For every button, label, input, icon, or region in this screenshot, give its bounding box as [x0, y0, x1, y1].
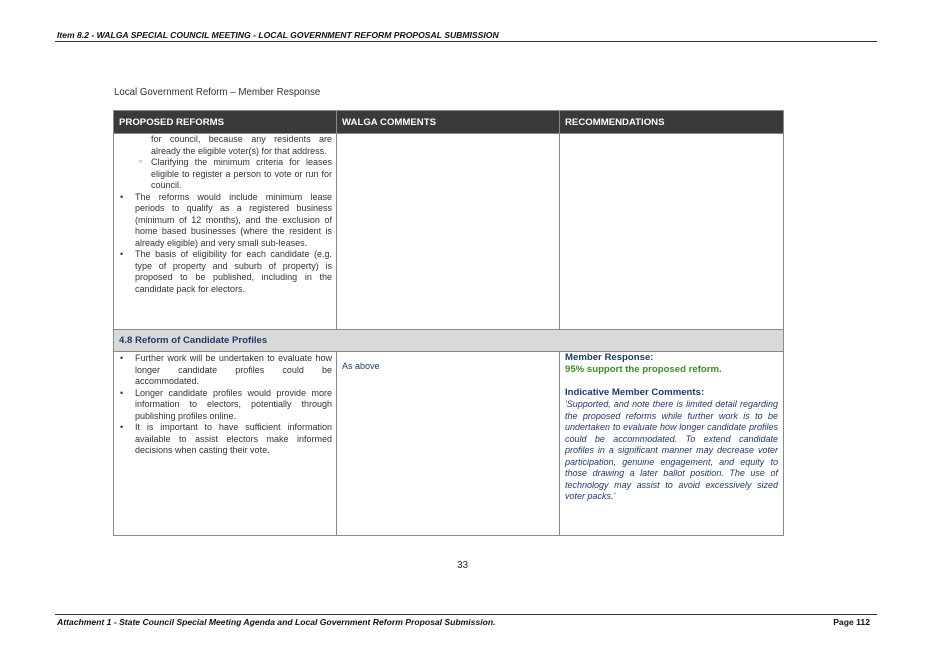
footer-page-number: Page 112	[833, 617, 870, 627]
cell-recommendation	[560, 352, 784, 536]
cell-walga-comment	[337, 352, 560, 536]
member-response-label: Member Response:	[565, 352, 654, 363]
cell-continued-reforms	[114, 134, 337, 330]
table-caption: Local Government Reform – Member Response	[114, 87, 321, 98]
reform-table	[113, 110, 784, 536]
column-header-proposed-reforms: PROPOSED REFORMS	[114, 111, 337, 134]
header-rule	[55, 41, 877, 42]
comments-label: Indicative Member Comments:	[565, 387, 705, 398]
list-item: • The basis of eligibility for each candidate (e.g. type of property and suburb of property) is proposed to be published, including in the candidate pack for electors.	[114, 249, 336, 295]
continued-reform-list	[114, 134, 336, 295]
section-row	[114, 330, 784, 352]
list-item: ○ Clarifying the minimum criteria for leases eligible to register a person to vote or run for council.	[114, 157, 336, 192]
list-item: • Longer candidate profiles would provide more information to electors, potentially through publishing profiles online.	[114, 388, 336, 423]
section-title: 4.8 Reform of Candidate Profiles	[114, 330, 784, 352]
member-comments: 'Supported, and note there is limited detail regarding the proposed reforms while further work is to be undertaken to evaluate how longer candidate profiles could be accommodated. To extend candidate profiles in a significant manner may decrease voter participation, genuine engagement, and equity to those drawing a later ballot position. The use of technology may assist to avoid excessively sized voter packs.'	[565, 399, 778, 501]
footer-rule	[55, 614, 877, 615]
table-row-continued	[114, 134, 784, 330]
cell-reforms-4-8	[114, 352, 337, 536]
cell-empty-comments	[337, 134, 560, 330]
table-row-candidate-profiles	[114, 352, 784, 536]
walga-comment: As above	[342, 361, 380, 371]
column-header-recommendations: RECOMMENDATIONS	[560, 111, 784, 134]
column-header-walga-comments: WALGA COMMENTS	[337, 111, 560, 134]
support-percentage: 95% support the proposed reform.	[565, 364, 722, 375]
list-item: for council, because any residents are already the eligible voter(s) for that address.	[151, 134, 332, 156]
reform-list	[114, 352, 336, 457]
list-item: • It is important to have sufficient information available to assist electors make informed decisions when casting their vote.	[114, 422, 336, 457]
page-number: 33	[457, 560, 469, 571]
document-header: Item 8.2 - WALGA SPECIAL COUNCIL MEETING - LOCAL GOVERNMENT REFORM PROPOSAL SUBMISSION	[57, 30, 499, 40]
footer-text: Attachment 1 - State Council Special Meeting Agenda and Local Government Reform Proposal Submission.	[57, 617, 496, 627]
list-item: • Further work will be undertaken to evaluate how longer candidate profiles could be accommodated.	[114, 353, 336, 388]
list-item: • The reforms would include minimum lease periods to qualify as a registered business (minimum of 12 months), and the exclusion of home based businesses (where the resident is already eligible) and very small sub-leases.	[114, 192, 336, 250]
cell-empty-recommendations	[560, 134, 784, 330]
